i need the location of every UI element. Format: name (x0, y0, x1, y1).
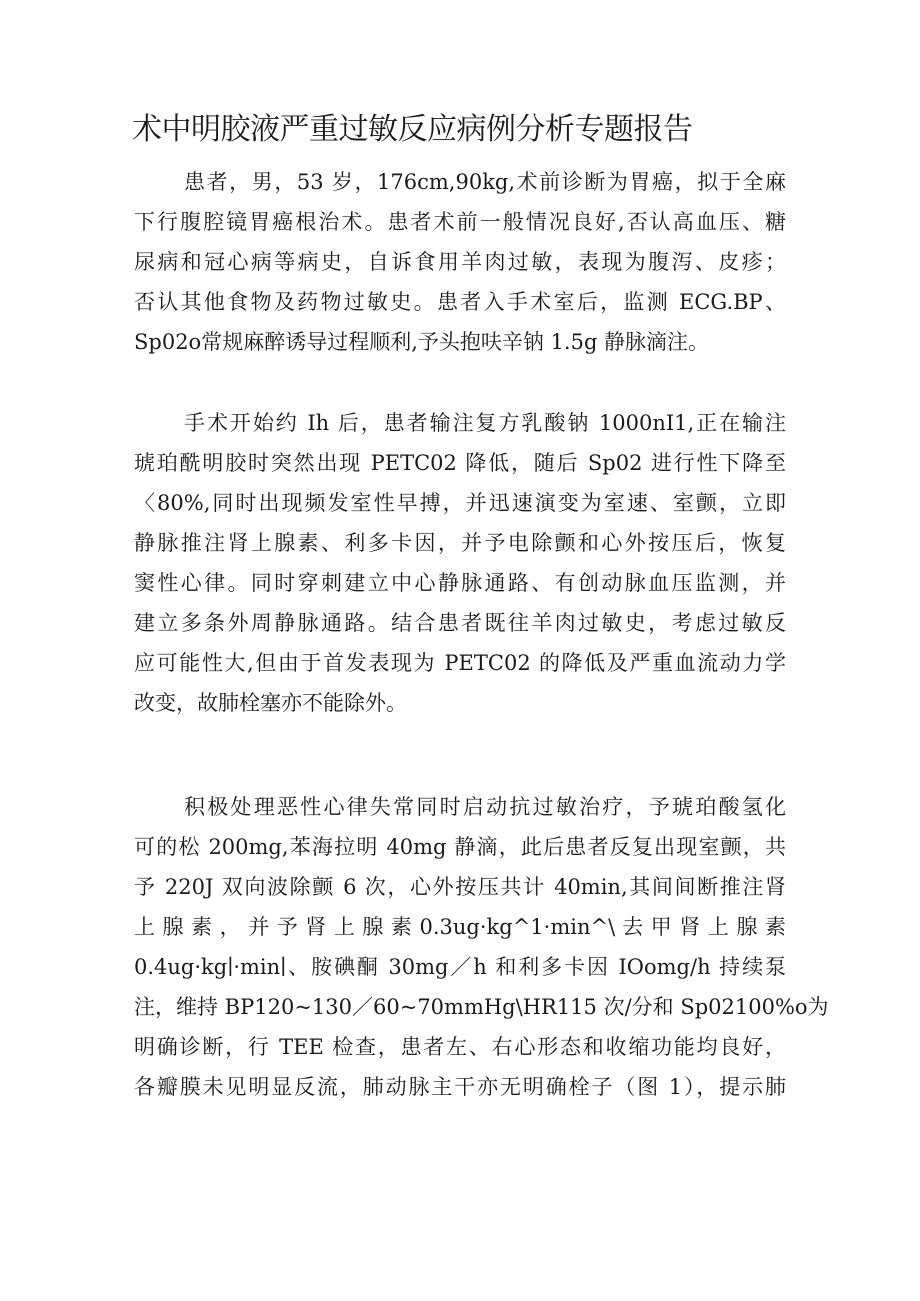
text-line: 改变，故肺栓塞亦不能除外。 (134, 691, 407, 715)
document-title: 术中明胶液严重过敏反应病例分析专题报告 (132, 112, 693, 147)
text-line: 各瓣膜未见明显反流，肺动脉主干亦无明确栓子（图 1），提示肺 (134, 1075, 786, 1099)
text-line: 应可能性大,但由于首发表现为 PETC02 的降低及严重血流动力学 (134, 651, 786, 675)
text-line: 否认其他食物及药物过敏史。患者入手术室后，监测 ECG.BP、 (134, 290, 786, 314)
text-line: 〈80%,同时出现频发室性早搏，并迅速演变为室速、室颤，立即 (134, 491, 786, 515)
text-line: 琥珀酰明胶时突然出现 PETC02 降低，随后 Sp02 进行性下降至 (134, 451, 786, 475)
text-line: 窦性心律。同时穿刺建立中心静脉通路、有创动脉血压监测，并 (134, 571, 786, 595)
text-line: 明确诊断，行 TEE 检查，患者左、右心形态和收缩功能均良好， (134, 1035, 786, 1059)
text-line: 上 腺 素 ， 并 予 肾 上 腺 素 0.3ug·kg^1·min^\ 去 甲 肾 上 腺 素 (134, 915, 786, 939)
text-line: 建立多条外周静脉通路。结合患者既往羊肉过敏史，考虑过敏反 (134, 611, 786, 635)
text-line: 予 220J 双向波除颤 6 次，心外按压共计 40min,其间间断推注肾 (134, 875, 786, 899)
text-line: 患者，男，53 岁，176cm,90kg,术前诊断为胃癌，拟于全麻 (184, 170, 786, 194)
text-line: 静脉推注肾上腺素、利多卡因，并予电除颤和心外按压后，恢复 (134, 531, 786, 555)
text-line: 尿病和冠心病等病史，自诉食用羊肉过敏，表现为腹泻、皮疹； (134, 250, 786, 274)
text-line: Sp02o常规麻醉诱导过程顺利,予头抱呋辛钠 1.5g 静脉滴注。 (134, 330, 710, 354)
paragraph-intraoperative-event (134, 403, 786, 723)
text-line: 0.4ug·kg∣·min∣、胺碘酮 30mg／h 和利多卡因 IOomg/h 持续泵 (134, 955, 786, 979)
text-line: 下行腹腔镜胃癌根治术。患者术前一般情况良好,否认高血压、糖 (134, 210, 786, 234)
text-line: 手术开始约 Ih 后，患者输注复方乳酸钠 1000nI1,正在输注 (184, 411, 786, 435)
text-line: 积极处理恶性心律失常同时启动抗过敏治疗，予琥珀酸氢化 (184, 795, 786, 819)
paragraph-case-history (134, 162, 786, 362)
text-line: 可的松 200mg,苯海拉明 40mg 静滴，此后患者反复出现室颤，共 (134, 835, 786, 859)
text-line: 注，维持 BP120~130／60~70mmHg\HR115 次/分和 Sp02100%o为 (134, 995, 829, 1019)
paragraph-treatment (134, 787, 829, 1107)
